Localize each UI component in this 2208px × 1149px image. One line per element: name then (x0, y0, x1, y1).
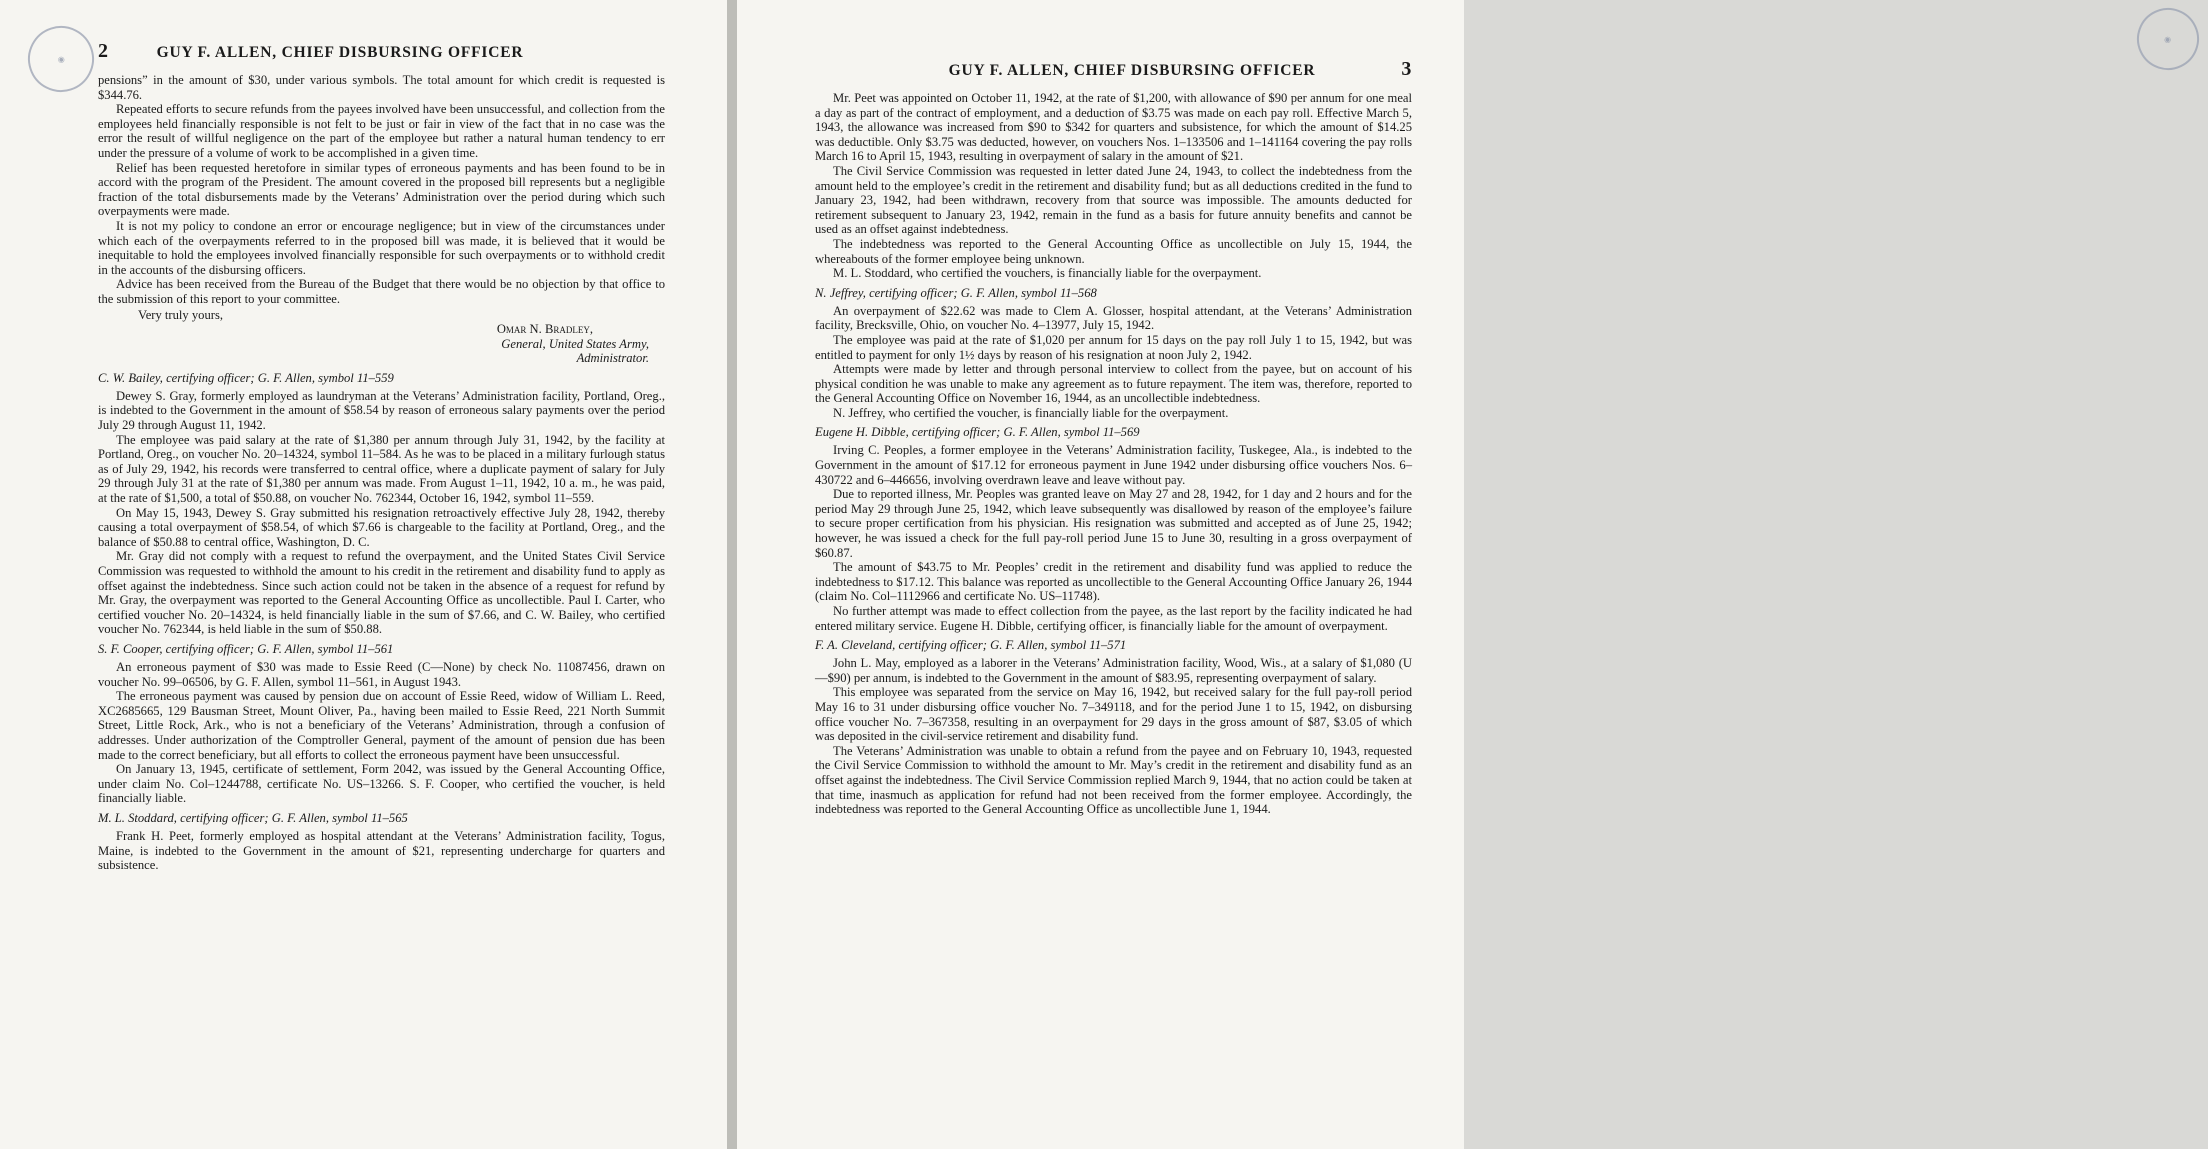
running-head-left (98, 40, 665, 63)
paragraph: The employee was paid at the rate of $1,020 per annum for 15 days on the pay roll July 1 to 15, 1942, but was entitled to payment for only 1½ days by reason of his resignation at noon July 2, 1942. (815, 332, 1412, 362)
paragraph: Dewey S. Gray, formerly employed as laundryman at the Veterans’ Administration facility, Portland, Oreg., is indebted to the Government in the amount of $58.54 by reason of erroneous salary payments over the period July 29 through August 11, 1942. (98, 388, 665, 433)
paragraph: The Civil Service Commission was requested in letter dated June 24, 1943, to collect the indebtedness from the amount held to the employee’s credit in the retirement and disability fund; but as all deductions credited in the fund to January 23, 1942, had been withdrawn, recovery from that source was impossible. The amounts deducted for retirement subsequent to January 23, 1942, remain in the fund as a basis for future annuity benefits and cannot be used as an offset against indebtedness. (815, 163, 1412, 237)
paragraph: Mr. Gray did not comply with a request to refund the overpayment, and the United States Civil Service Commission was requested to withhold the amount to his credit in the retirement and disability fund to apply as offset against the indebtedness. Since such action could not be taken in the absence of a request for refund by Mr. Gray, the overpayment was reported to the General Accounting Office as uncollectible. Paul I. Carter, who certified voucher No. 20–14324, is held financially liable in the sum of $7.66, and C. W. Bailey, who certified voucher No. 762344, is held liable in the sum of $50.88. (98, 549, 665, 637)
section-heading: Eugene H. Dibble, certifying officer; G. F. Allen, symbol 11–569 (815, 425, 1140, 440)
paragraph: M. L. Stoddard, who certified the vouchers, is financially liable for the overpayment. (833, 266, 1262, 281)
paragraph: John L. May, employed as a laborer in the Veterans’ Administration facility, Wood, Wis., at a salary of $1,080 (U—$90) per annum, is indebted to the Government in the amount of $83.95, representing overpayment of salary. (815, 656, 1412, 685)
signature-block (98, 322, 665, 366)
paragraph: N. Jeffrey, who certified the voucher, is financially liable for the overpayment. (833, 405, 1229, 420)
paragraph: On January 13, 1945, certificate of settlement, Form 2042, was issued by the General Accounting Office, under claim No. Col–1244788, certificate No. US–13266. S. F. Cooper, who certified the voucher, is held financially liable. (98, 762, 665, 806)
paragraph: Mr. Peet was appointed on October 11, 1942, at the rate of $1,200, with allowance of $90 per annum for one meal a day as part of the contract of employment, and a deduction of $3.75 was made on each pay roll. Effective March 5, 1943, the allowance was increased from $90 to $342 for quarters and subsistence, for which the amount of $14.25 was deductible. Only $3.75 was deducted, however, on vouchers Nos. 1–133506 and 1–141164 covering the pay rolls March 16 to April 15, 1943, resulting in overpayment of salary in the amount of $21. (815, 91, 1412, 164)
paragraph: Attempts were made by letter and through personal interview to collect from the payee, but on account of his physical condition he was unable to make any agreement as to future repayment. The item was, therefore, reported to the General Accounting Office on November 16, 1944, as an uncollectible indebtedness. (815, 362, 1412, 406)
signature-name: Omar N. Bradley, (496, 322, 593, 337)
paragraph: This employee was separated from the service on May 16, 1942, but received salary for the full pay-roll period May 16 to 31 under disbursing office voucher No. 7–349118, and for the period June 1 to 15, 1942, on disbursing office voucher No. 7–367358, resulting in an overpayment for 29 days in the gross amount of $87, $3.05 of which was deposited in the civil-service retirement and disability fund. (815, 685, 1412, 744)
paragraph: Irving C. Peoples, a former employee in the Veterans’ Administration facility, Tuskegee, Ala., is indebted to the Government in the amount of $17.12 for erroneous payment in June 1942 under disbursing office vouchers Nos. 6–430722 and 6–446656, involving overdrawn leave and leave without pay. (815, 443, 1412, 487)
paragraph: The employee was paid salary at the rate of $1,380 per annum through July 31, 1942, by the facility at Portland, Oreg., on voucher No. 20–14324, symbol 11–584. As he was to be placed in a military furlough status as of July 29, 1942, his records were transferred to central office, where a duplicate payment of salary for July 29 through July 31 at the rate of $1,380 per annum was made. From August 1–11, 1942, 10 a. m., he was paid, at the rate of $1,500, a total of $50.88, on voucher No. 762344, October 16, 1942, symbol 11–559. (98, 432, 665, 506)
section-heading: N. Jeffrey, certifying officer; G. F. Allen, symbol 11–568 (815, 285, 1097, 300)
paragraph: Repeated efforts to secure refunds from the payees involved have been unsuccessful, and collection from the employees held financially responsible is not felt to be just or fair in view of the fact that in no case was the error the result of willful negligence on the part of the employee but rather a natural human tendency to err under the pressure of a volume of work to be accomplished in a given time. (98, 102, 665, 160)
page-number-right: 3 (1401, 58, 1412, 80)
paragraph: The Veterans’ Administration was unable to obtain a refund from the payee and on February 10, 1943, requested the Civil Service Commission to withhold the amount to Mr. May’s credit in the retirement and disability fund as an offset against the indebtedness. The Civil Service Commission replied March 9, 1944, that no action could be taken at that time, inasmuch as application for refund had not been received from the former employee. Accordingly, the indebtedness was reported to the General Accounting Office as uncollectible June 1, 1944. (815, 743, 1412, 817)
section-heading: C. W. Bailey, certifying officer; G. F. Allen, symbol 11–559 (98, 370, 394, 385)
paragraph: It is not my policy to condone an error or encourage negligence; but in view of the circumstances under which each of the overpayments referred to in the proposed bill was made, it is believed that it would be inequitable to hold the employees involved financially responsible for such overpayments or to withhold credit in the accounts of the disbursing officers. (98, 218, 665, 277)
section-heading: M. L. Stoddard, certifying officer; G. F. Allen, symbol 11–565 (98, 810, 408, 825)
page-number-left: 2 (98, 40, 109, 62)
letter-closing: Very truly yours, (138, 307, 223, 322)
running-head-right (815, 58, 1412, 81)
paragraph: An overpayment of $22.62 was made to Clem A. Glosser, hospital attendant, at the Veterans’ Administration facility, Brecksville, Ohio, on voucher No. 4–13977, July 15, 1942. (815, 303, 1412, 333)
paragraph: Relief has been requested heretofore in similar types of erroneous payments and has been found to be in accord with the program of the President. The amount covered in the proposed bill represents but a negligible fraction of the total disbursements made by the Veterans’ Administration over the period during which such overpayments were made. (98, 160, 665, 219)
signature-title: General, United States Army, (501, 336, 649, 351)
running-head-title-right: GUY F. ALLEN, CHIEF DISBURSING OFFICER (948, 62, 1316, 79)
page-left (0, 0, 727, 1149)
paragraph: Due to reported illness, Mr. Peoples was granted leave on May 27 and 28, 1942, for 1 day and 2 hours and for the period May 29 through June 25, 1942, which leave subsequently was disallowed by reason of the employee’s failure to secure proper certification from his physician. His resignation was submitted and accepted as of June 25, 1942; however, he was issued a check for the full pay-roll period June 15 to June 30, resulting in a gross overpayment of $60.87. (815, 487, 1412, 560)
library-stamp-icon: ◉ (2128, 0, 2207, 79)
paragraph: No further attempt was made to effect collection from the payee, as the last report by the facility indicated he had entered military service. Eugene H. Dibble, certifying officer, is financially liable for the amount of overpayment. (815, 604, 1412, 633)
section-heading: S. F. Cooper, certifying officer; G. F. Allen, symbol 11–561 (98, 641, 394, 656)
library-stamp-icon: ◉ (19, 17, 102, 100)
signature-title-2: Administrator. (576, 351, 649, 366)
paragraph: Advice has been received from the Bureau of the Budget that there would be no objection by that office to the submission of this report to your committee. (98, 277, 665, 306)
paragraph: An erroneous payment of $30 was made to Essie Reed (C—None) by check No. 11087456, drawn on voucher No. 99–06506, by G. F. Allen, symbol 11–561, in August 1943. (98, 659, 665, 689)
paragraph: The erroneous payment was caused by pension due on account of Essie Reed, widow of William L. Reed, XC2685665, 129 Bausman Street, Mount Oliver, Pa., having been mailed to Essie Reed, 221 North Summit Street, Little Rock, Ark., who is not a beneficiary of the Veterans’ Administration, through a confusion of addresses. Under authorization of the Comptroller General, payment of the amount of pension due has been made to the correct beneficiary, but all efforts to collect the erroneous payment have been unsuccessful. (98, 689, 665, 762)
running-head-title-left: GUY F. ALLEN, CHIEF DISBURSING OFFICER (156, 44, 524, 61)
paragraph: The amount of $43.75 to Mr. Peoples’ credit in the retirement and disability fund was applied to reduce the indebtedness to $17.12. This balance was reported as uncollectible to the General Accounting Office January 26, 1944 (claim No. Col–1112966 and certificate No. US–11748). (815, 560, 1412, 604)
section-heading: F. A. Cleveland, certifying officer; G. F. Allen, symbol 11–571 (815, 638, 1127, 653)
paragraph: The indebtedness was reported to the General Accounting Office as uncollectible on July 15, 1944, the whereabouts of the former employee being unknown. (815, 236, 1412, 266)
paragraph: On May 15, 1943, Dewey S. Gray submitted his resignation retroactively effective July 28, 1942, thereby causing a total overpayment of $58.54, of which $7.66 is chargeable to the facility at Portland, Oreg., and the balance of $50.88 to central office, Washington, D. C. (98, 505, 665, 549)
paragraph: pensions” in the amount of $30, under various symbols. The total amount for which credit is requested is $344.76. (98, 73, 665, 102)
page-right (737, 0, 2173, 1149)
paragraph: Frank H. Peet, formerly employed as hospital attendant at the Veterans’ Administration facility, Togus, Maine, is indebted to the Government in the amount of $21, representing undercharge for quarters and subsistence. (98, 828, 665, 873)
page-gutter (727, 0, 737, 1149)
